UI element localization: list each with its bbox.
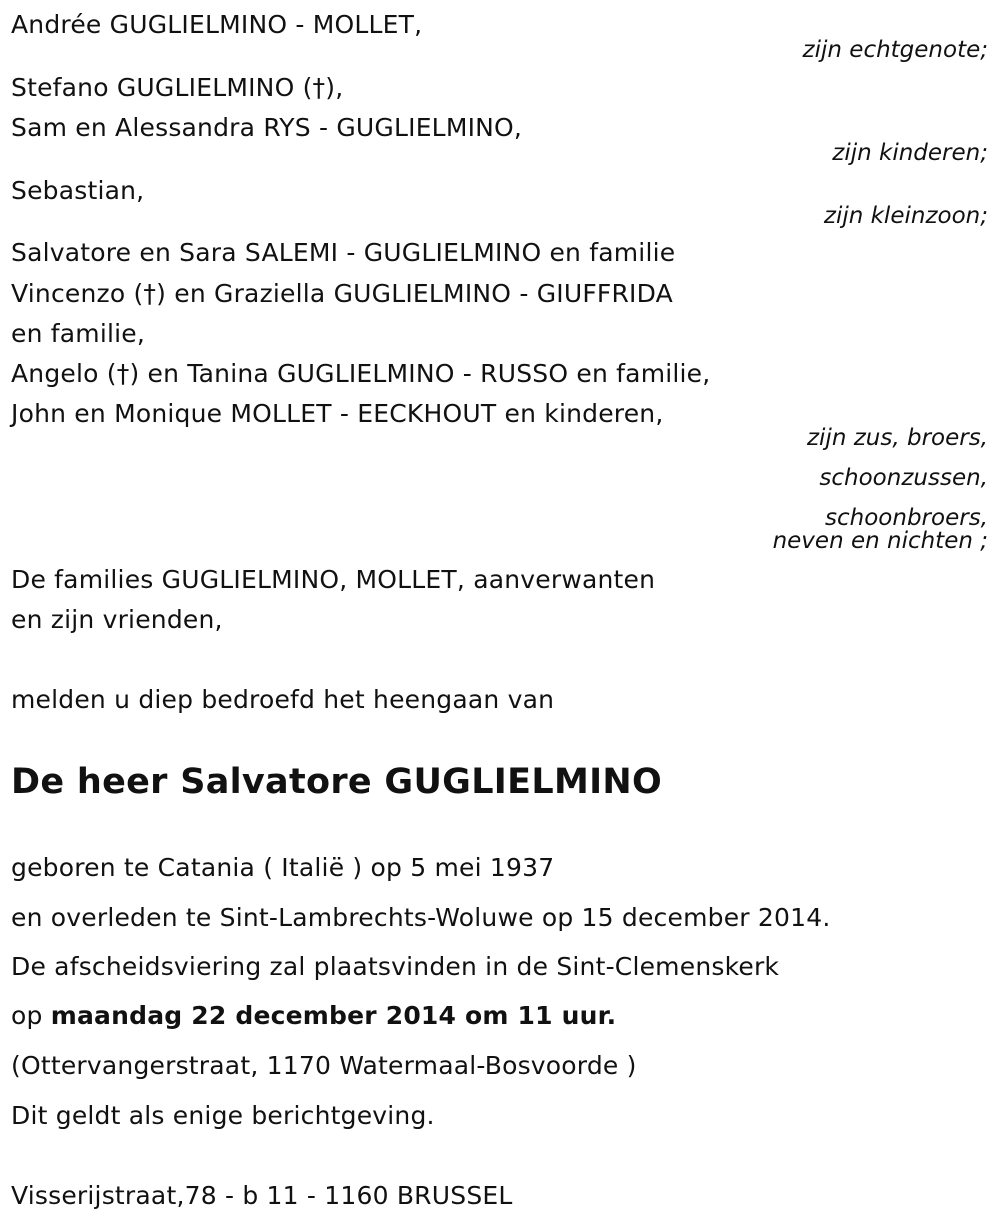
role-siblings-2: schoonzussen, xyxy=(819,465,988,491)
family-line-friends: en zijn vrienden, xyxy=(11,605,223,634)
role-children: zijn kinderen; xyxy=(832,140,988,166)
notice-text: Dit geldt als enige berichtgeving. xyxy=(11,1101,435,1130)
family-line-sibling-4: John en Monique MOLLET - EECKHOUT en kinderen, xyxy=(11,399,664,428)
role-siblings-4: neven en nichten ; xyxy=(772,528,988,554)
family-line-grandson: Sebastian, xyxy=(11,176,145,205)
family-line-sibling-2b: en familie, xyxy=(11,319,146,348)
church-address: (Ottervangerstraat, 1170 Watermaal-Bosvoorde ) xyxy=(11,1051,637,1080)
family-line-spouse: Andrée GUGLIELMINO - MOLLET, xyxy=(11,10,423,39)
role-grandson: zijn kleinzoon; xyxy=(823,203,988,229)
role-siblings-1: zijn zus, broers, xyxy=(806,425,988,451)
role-siblings-3: schoonbroers, xyxy=(825,505,988,531)
family-line-sibling-2: Vincenzo (†) en Graziella GUGLIELMINO - GIUFFRIDA xyxy=(11,279,673,308)
ceremony-date: maandag 22 december 2014 om 11 uur. xyxy=(50,1001,617,1030)
home-address: Visserijstraat,78 - b 11 - 1160 BRUSSEL xyxy=(11,1181,513,1210)
death-details: en overleden te Sint-Lambrechts-Woluwe op 15 december 2014. xyxy=(11,903,831,932)
family-line-child-2: Sam en Alessandra RYS - GUGLIELMINO, xyxy=(11,113,523,142)
birth-details: geboren te Catania ( Italië ) op 5 mei 1937 xyxy=(11,853,555,882)
ceremony-date-prefix: op xyxy=(11,1001,51,1030)
family-line-families: De families GUGLIELMINO, MOLLET, aanverwanten xyxy=(11,565,656,594)
role-spouse: zijn echtgenote; xyxy=(802,37,988,63)
announcement-text: melden u diep bedroefd het heengaan van xyxy=(11,685,555,714)
ceremony-details: De afscheidsviering zal plaatsvinden in de Sint-Clemenskerk xyxy=(11,952,780,981)
ceremony-date-line xyxy=(11,1001,616,1031)
family-line-sibling-1: Salvatore en Sara SALEMI - GUGLIELMINO en familie xyxy=(11,238,676,267)
deceased-name: De heer Salvatore GUGLIELMINO xyxy=(11,762,663,802)
family-line-sibling-3: Angelo (†) en Tanina GUGLIELMINO - RUSSO en familie, xyxy=(11,359,711,388)
family-line-child-1: Stefano GUGLIELMINO (†), xyxy=(11,73,344,102)
